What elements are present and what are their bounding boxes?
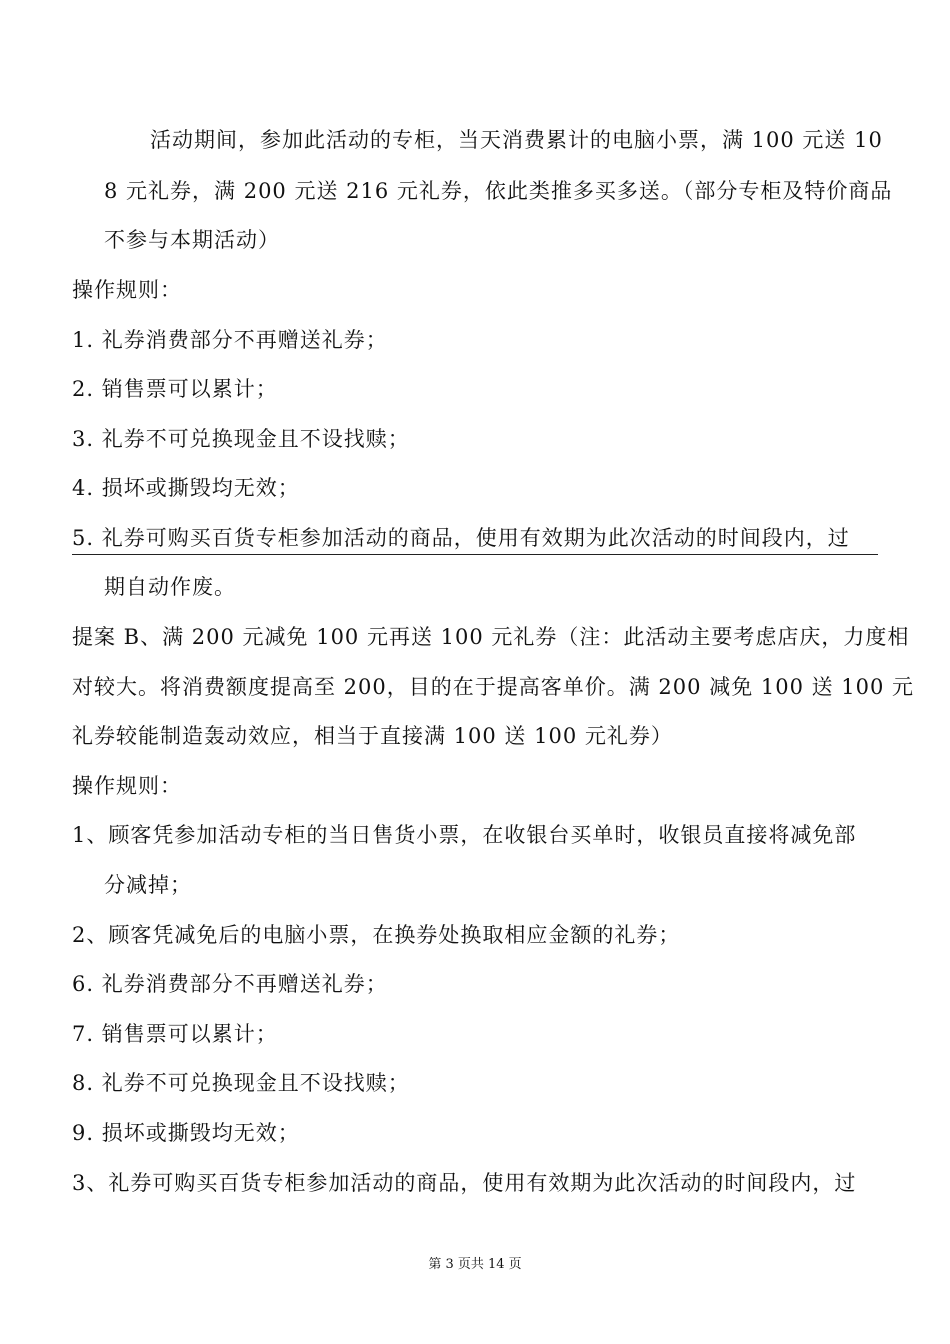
paragraph-a-line-1: 活动期间，参加此活动的专柜，当天消费累计的电脑小票，满 100 元送 10 — [150, 128, 883, 152]
rule-item-continued: 期自动作废。 — [104, 575, 236, 599]
rule-item: 2. 销售票可以累计； — [72, 377, 278, 401]
rules-heading: 操作规则： — [72, 774, 182, 798]
rule-item: 5. 礼券可购买百货专柜参加活动的商品，使用有效期为此次活动的时间段内，过 — [72, 526, 850, 550]
proposal-b-line-3: 礼券较能制造轰动效应，相当于直接满 100 送 100 元礼券） — [72, 724, 673, 748]
proposal-b-line-2: 对较大。将消费额度提高至 200，目的在于提高客单价。满 200 减免 100 送 100 元 — [72, 675, 915, 699]
rule-item: 6. 礼券消费部分不再赠送礼券； — [72, 972, 388, 996]
rule-item: 8. 礼券不可兑换现金且不设找赎； — [72, 1071, 410, 1095]
rule-item: 4. 损坏或撕毁均无效； — [72, 476, 300, 500]
horizontal-rule — [72, 554, 878, 555]
rule-item: 3、礼券可购买百货专柜参加活动的商品，使用有效期为此次活动的时间段内，过 — [72, 1171, 857, 1195]
rule-item: 7. 销售票可以累计； — [72, 1022, 278, 1046]
rule-item: 9. 损坏或撕毁均无效； — [72, 1121, 300, 1145]
rules-heading: 操作规则： — [72, 278, 182, 302]
rule-item: 1、顾客凭参加活动专柜的当日售货小票，在收银台买单时，收银员直接将减免部 — [72, 823, 857, 847]
rule-item: 1. 礼券消费部分不再赠送礼券； — [72, 328, 388, 352]
paragraph-a-line-2: 8 元礼券，满 200 元送 216 元礼券，依此类推多买多送。（部分专柜及特价商品 — [104, 179, 893, 203]
rule-item: 2、顾客凭减免后的电脑小票，在换券处换取相应金额的礼券； — [72, 923, 681, 947]
paragraph-a-line-3: 不参与本期活动） — [104, 228, 280, 252]
rule-item-continued: 分减掉； — [104, 873, 192, 897]
rule-item: 3. 礼券不可兑换现金且不设找赎； — [72, 427, 410, 451]
page-footer: 第 3 页共 14 页 — [428, 1257, 522, 1272]
proposal-b-line-1: 提案 B、满 200 元减免 100 元再送 100 元礼券（注：此活动主要考虑店庆，力度相 — [72, 625, 910, 649]
